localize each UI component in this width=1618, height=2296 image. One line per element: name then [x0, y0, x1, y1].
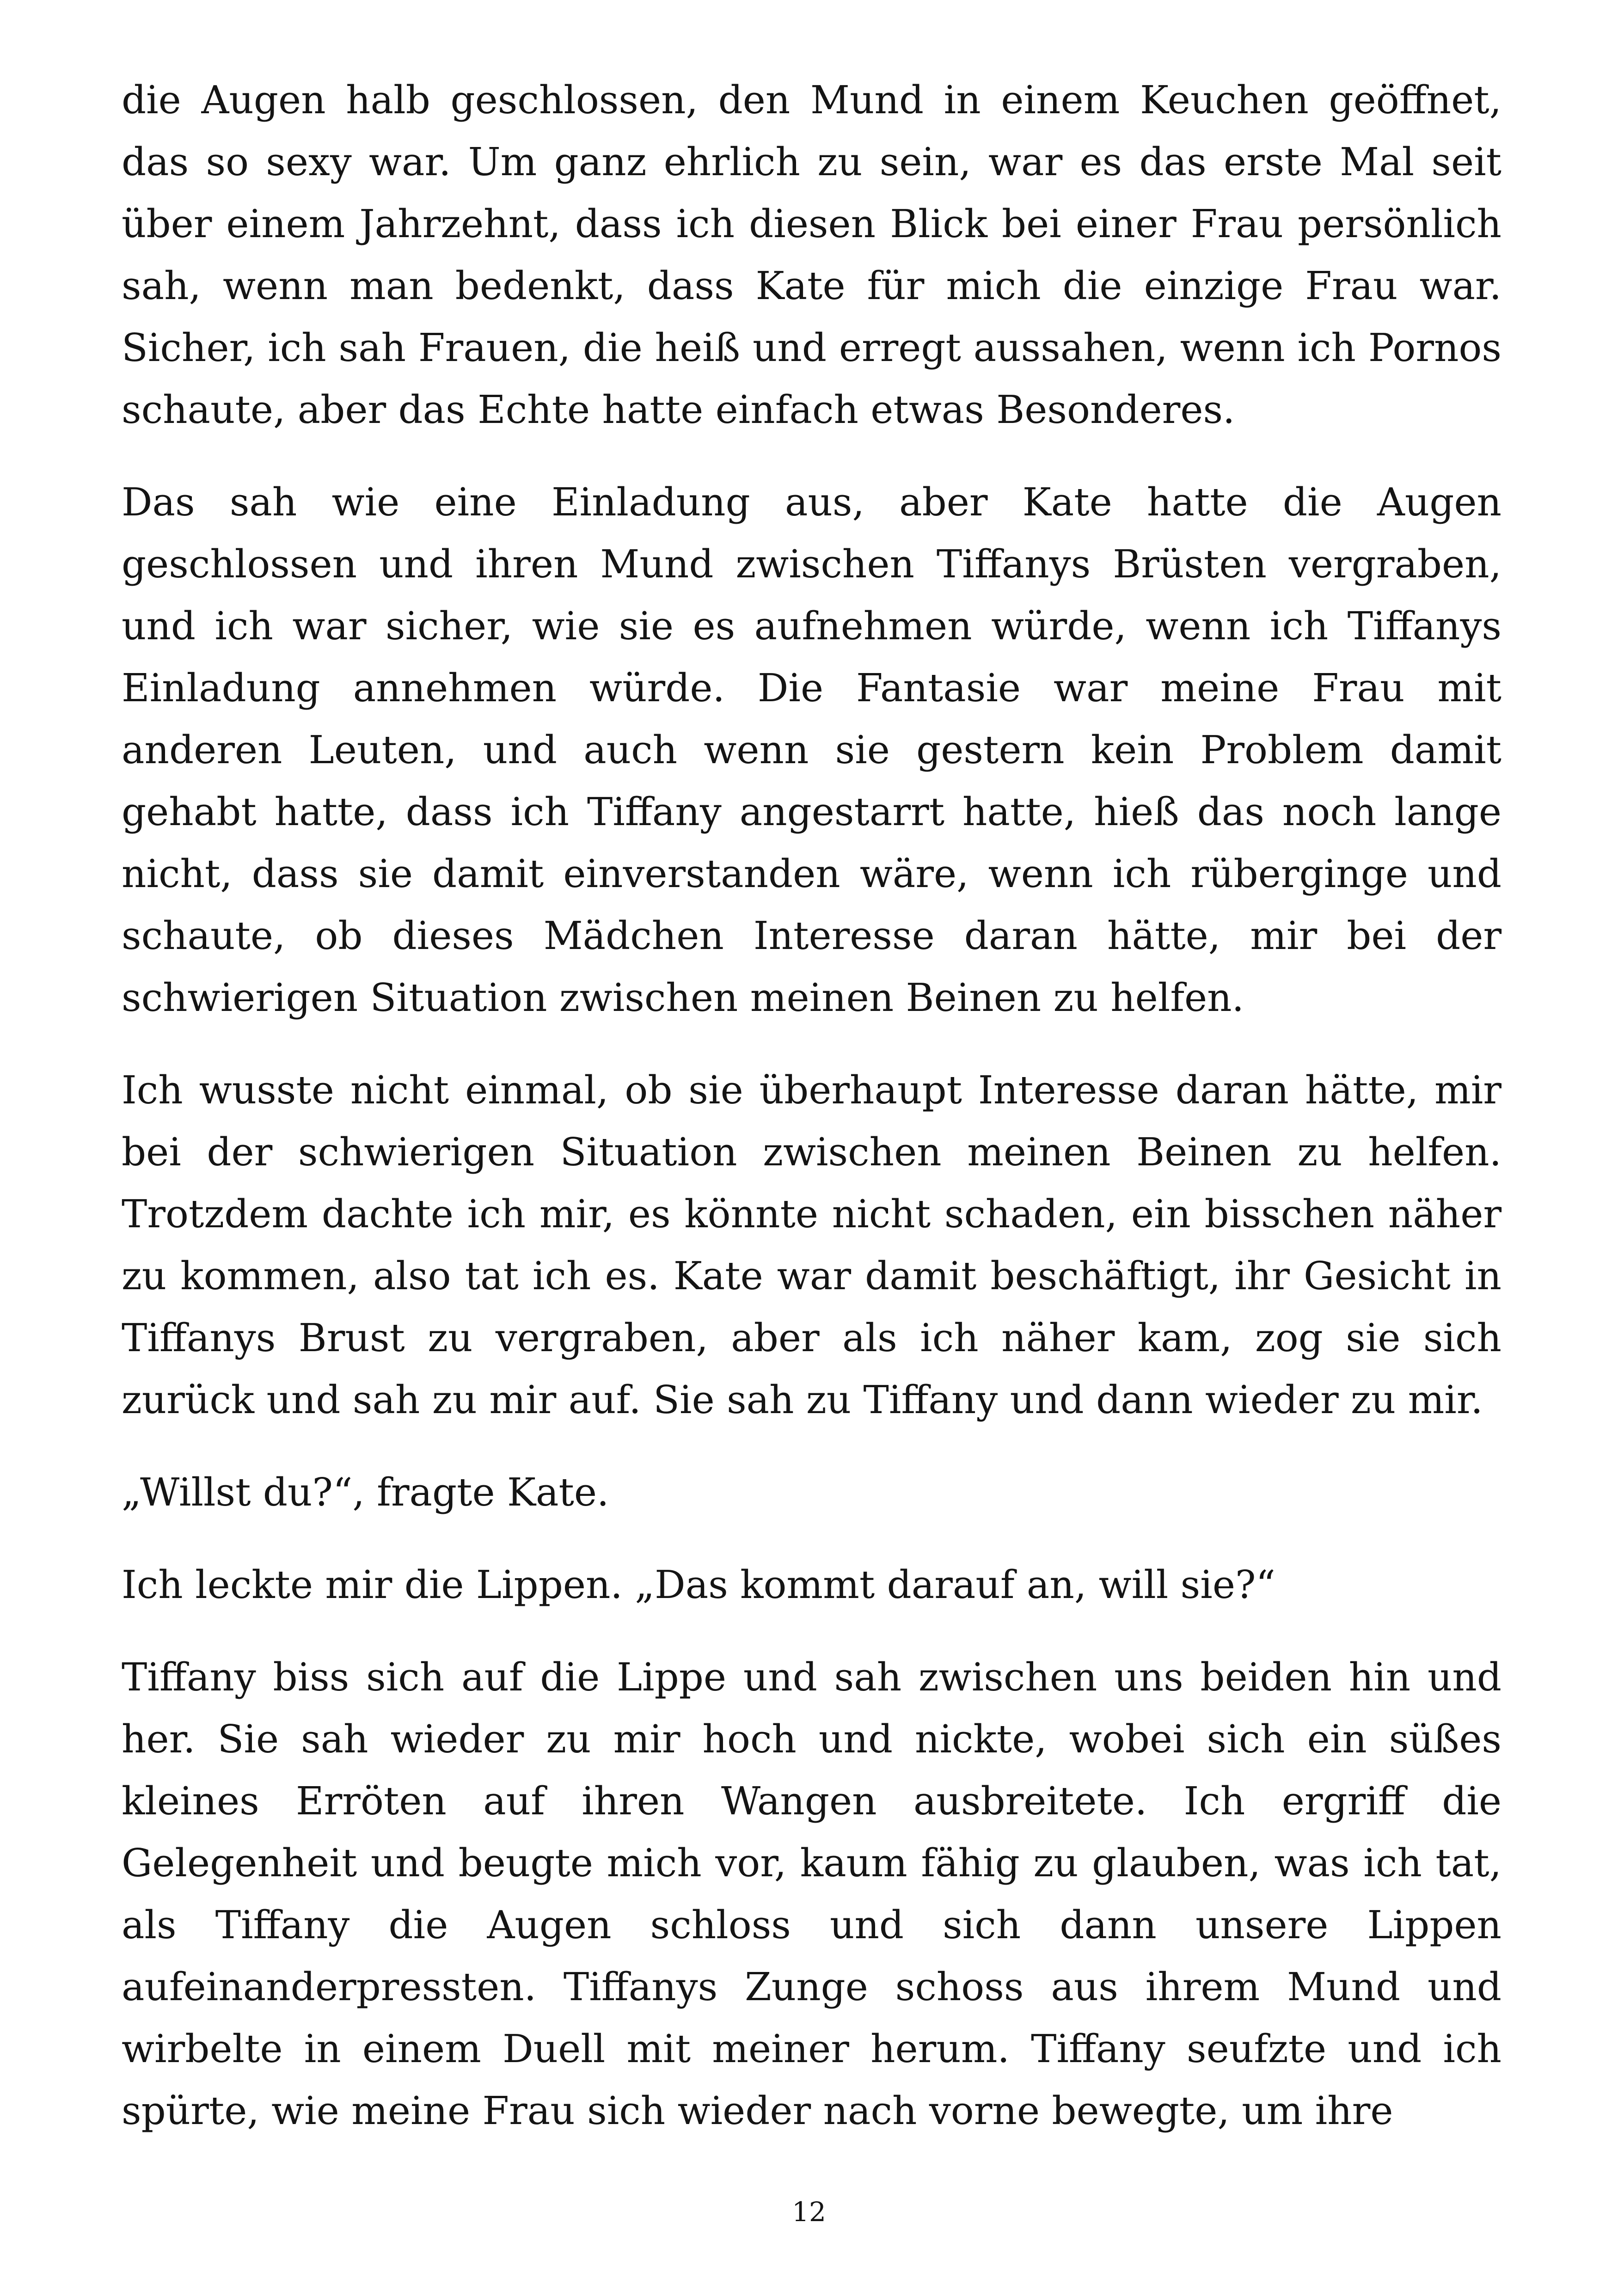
paragraph: Tiffany biss sich auf die Lippe und sah zwischen uns beiden hin und her. Sie sah wieder zu mir hoch und nickte, wobei sich ein süßes kleines Erröten auf ihren Wangen ausbreitete. Ich ergriff die Gelegenheit und beugte mich vor, kaum fähig zu glauben, was ich tat, als Tiffany die Augen schloss und sich dann unsere Lippen aufeinanderpressten. Tiffanys Zunge schoss aus ihrem Mund und wirbelte in einem Duell mit meiner herum. Tiffany seufzte und ich spürte, wie meine Frau sich wieder nach vorne bewegte, um ihre: [122, 1655, 1502, 2133]
paragraph: die Augen halb geschlossen, den Mund in einem Keuchen geöffnet, das so sexy war. Um ganz ehrlich zu sein, war es das erste Mal seit über einem Jahrzehnt, dass ich diesen Blick bei einer Frau persönlich sah, wenn man bedenkt, dass Kate für mich die einzige Frau war. Sicher, ich sah Frauen, die heiß und erregt aussahen, wenn ich Pornos schaute, aber das Echte hatte einfach etwas Besonderes.: [122, 78, 1502, 432]
page-number: 12: [792, 2196, 826, 2228]
body-text: [122, 69, 1502, 2173]
paragraph: „Willst du?“, fragte Kate.: [122, 1470, 609, 1515]
paragraph: Ich leckte mir die Lippen. „Das kommt darauf an, will sie?“: [122, 1562, 1275, 1607]
paragraph: Das sah wie eine Einladung aus, aber Kate hatte die Augen geschlossen und ihren Mund zwischen Tiffanys Brüsten vergraben, und ich war sicher, wie sie es aufnehmen würde, wenn ich Tiffanys Einladung annehmen würde. Die Fantasie war meine Frau mit anderen Leuten, und auch wenn sie gestern kein Problem damit gehabt hatte, dass ich Tiffany angestarrt hatte, hieß das noch lange nicht, dass sie damit einverstanden wäre, wenn ich rüberginge und schaute, ob dieses Mädchen Interesse daran hätte, mir bei der schwierigen Situation zwischen meinen Beinen zu helfen.: [122, 480, 1502, 1020]
paragraph: Ich wusste nicht einmal, ob sie überhaupt Interesse daran hätte, mir bei der schwierigen Situation zwischen meinen Beinen zu helfen. Trotzdem dachte ich mir, es könnte nicht schaden, ein bisschen näher zu kommen, also tat ich es. Kate war damit beschäftigt, ihr Gesicht in Tiffanys Brust zu vergraben, aber als ich näher kam, zog sie sich zurück und sah zu mir auf. Sie sah zu Tiffany und dann wieder zu mir.: [122, 1068, 1502, 1422]
